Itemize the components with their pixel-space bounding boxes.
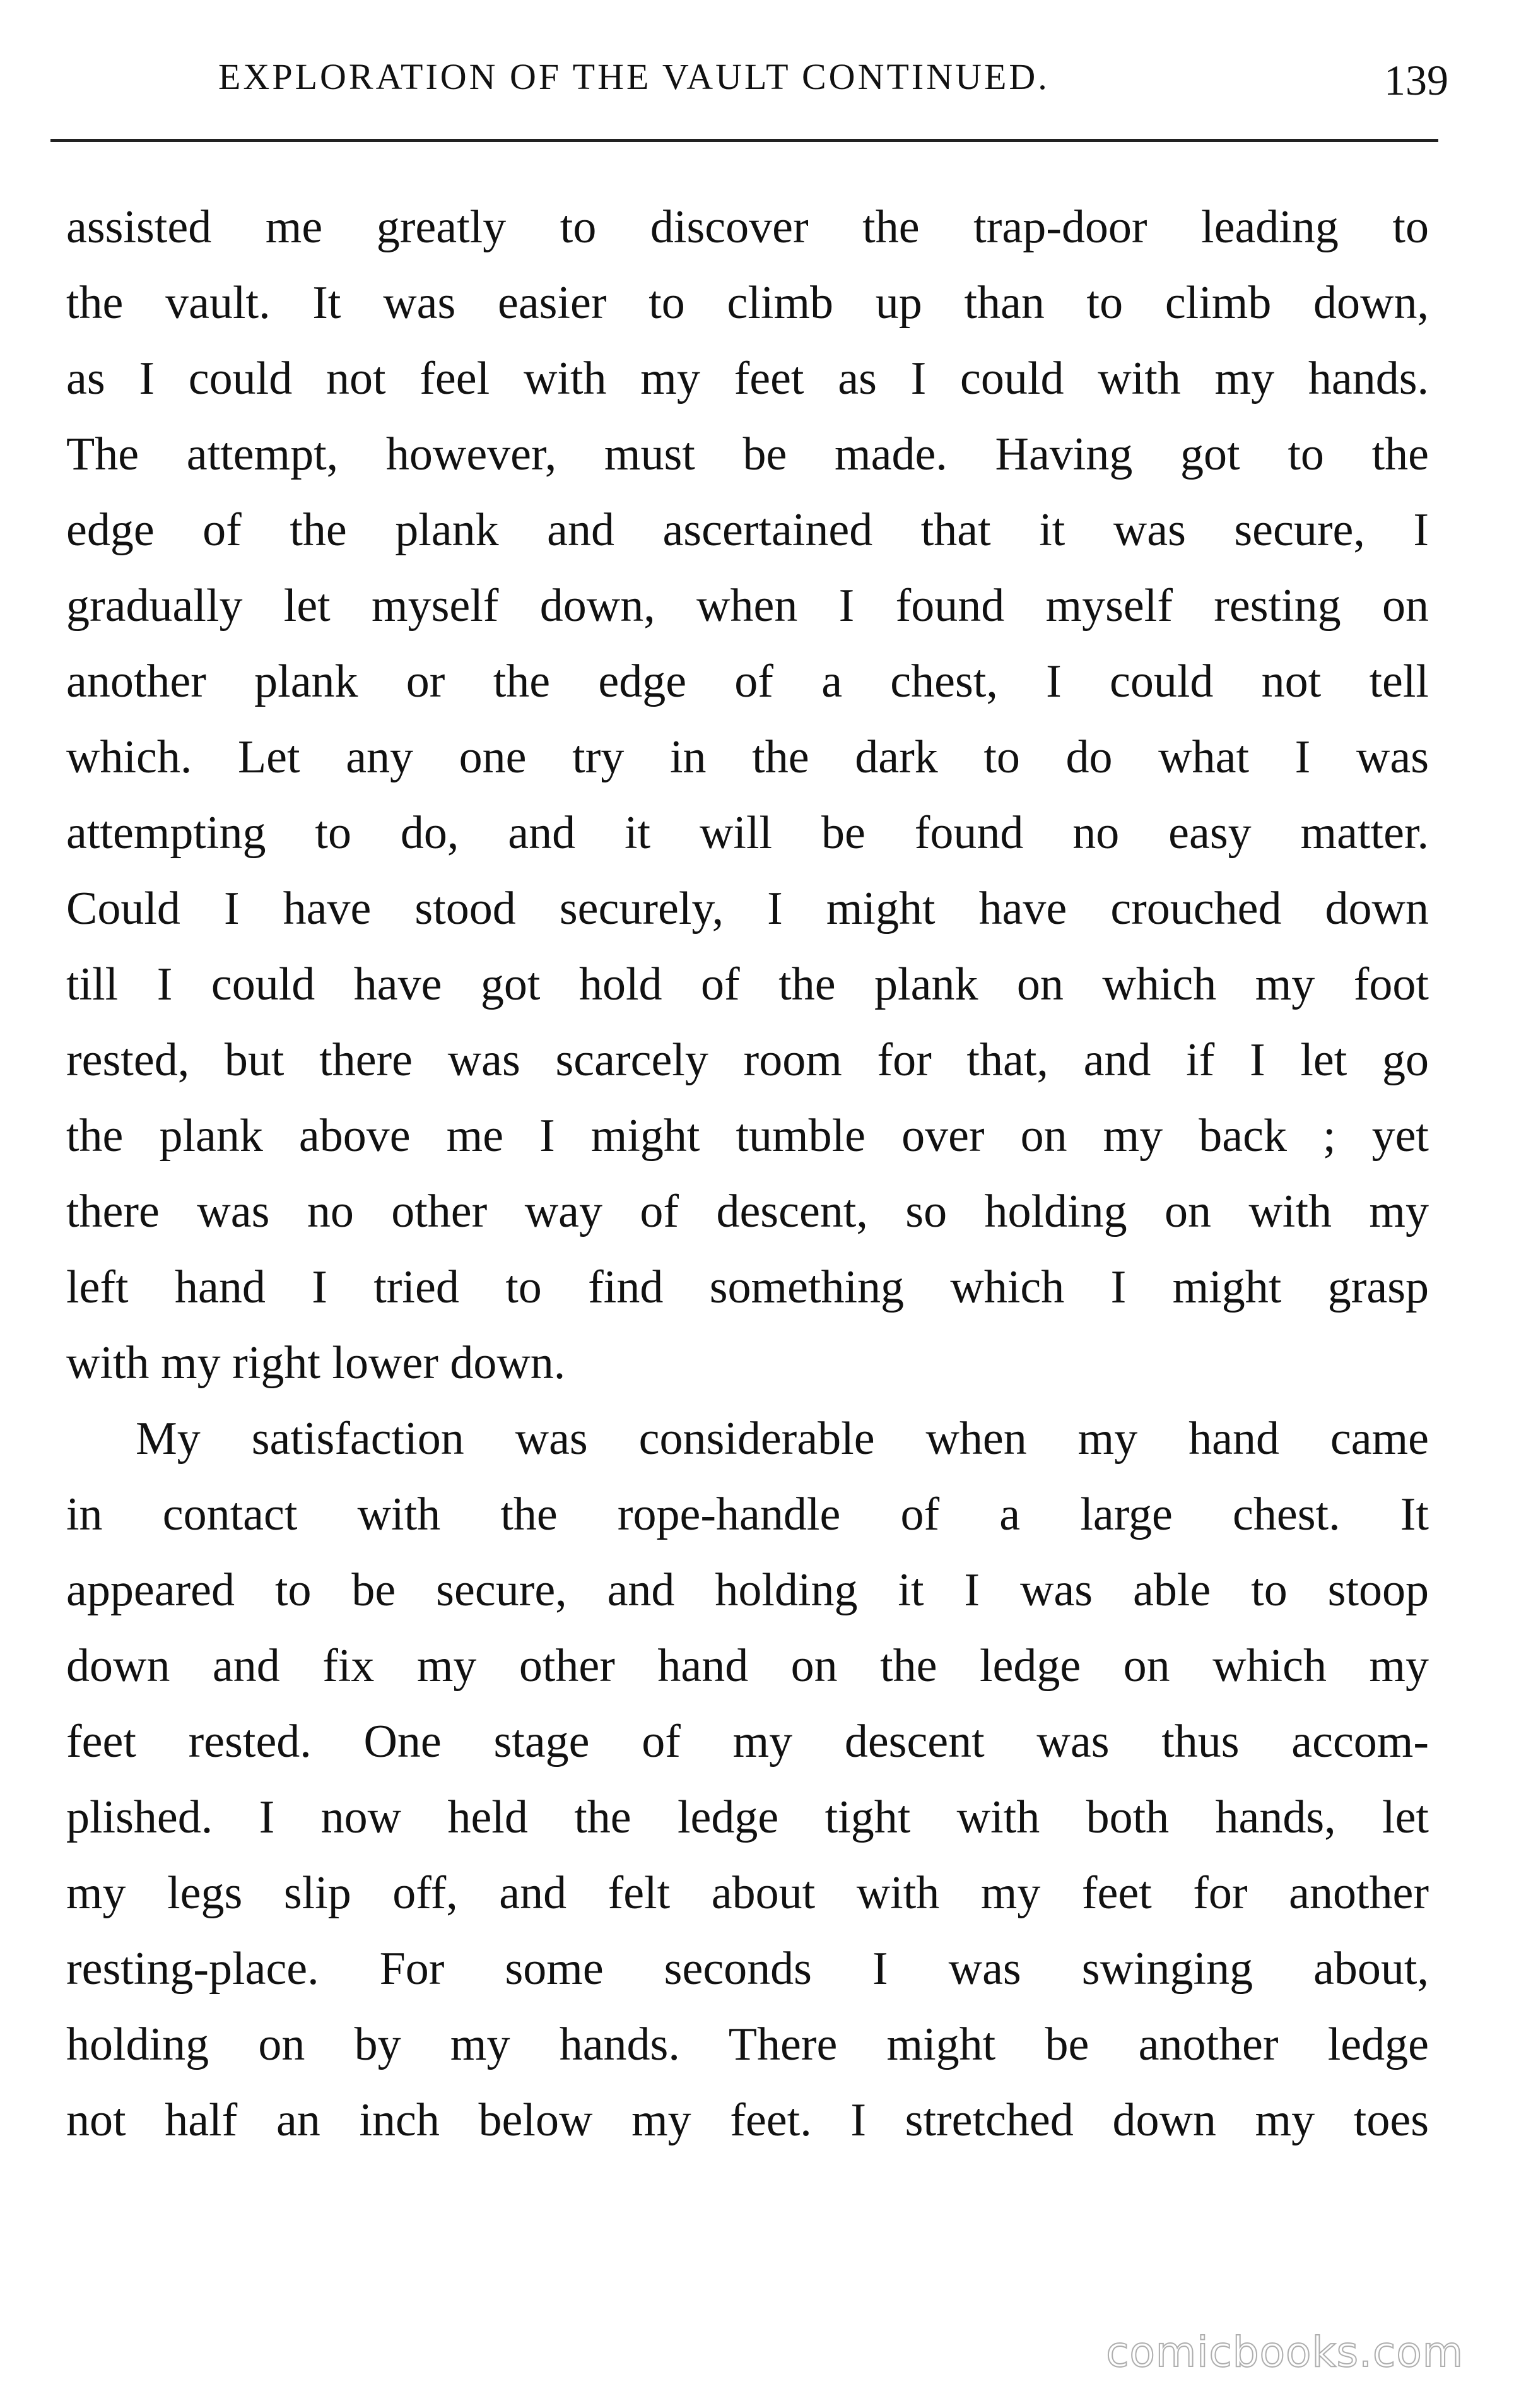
paragraph bbox=[66, 189, 1429, 1401]
text-line: appeared to be secure, and holding it I was able to stoop bbox=[66, 1564, 1429, 1616]
text-line: edge of the plank and ascertained that it was secure, I bbox=[66, 504, 1429, 556]
text-line: the vault. It was easier to climb up than to climb down, bbox=[66, 277, 1429, 329]
text-line: not half an inch below my feet. I stretched down my toes bbox=[66, 2094, 1429, 2146]
text-line: there was no other way of descent, so holding on with my bbox=[66, 1186, 1429, 1237]
page-number: 139 bbox=[1384, 56, 1448, 104]
text-line: gradually let myself down, when I found myself resting on bbox=[66, 580, 1429, 632]
text-line: Could I have stood securely, I might have crouched down bbox=[66, 883, 1429, 935]
text-line: the plank above me I might tumble over on my back ; yet bbox=[66, 1110, 1429, 1162]
text-line: down and fix my other hand on the ledge on which my bbox=[66, 1640, 1429, 1692]
text-line: in contact with the rope-handle of a large chest. It bbox=[66, 1489, 1429, 1540]
text-line: attempting to do, and it will be found no easy matter. bbox=[66, 807, 1429, 859]
text-line: which. Let any one try in the dark to do what I was bbox=[66, 731, 1429, 783]
text-line: feet rested. One stage of my descent was thus accom- bbox=[66, 1716, 1429, 1768]
text-line: resting-place. For some seconds I was swinging about, bbox=[66, 1943, 1429, 1995]
text-line: My satisfaction was considerable when my hand came bbox=[136, 1413, 1429, 1465]
text-line: holding on by my hands. There might be another ledge bbox=[66, 2019, 1429, 2070]
body-text bbox=[66, 189, 1429, 2158]
header-rule bbox=[50, 139, 1438, 142]
paragraph bbox=[66, 1401, 1429, 2158]
text-line: my legs slip off, and felt about with my feet for another bbox=[66, 1867, 1429, 1919]
text-line: left hand I tried to find something which I might grasp bbox=[66, 1261, 1429, 1313]
text-line: plished. I now held the ledge tight with both hands, let bbox=[66, 1791, 1429, 1843]
text-line: till I could have got hold of the plank on which my foot bbox=[66, 959, 1429, 1010]
text-line: another plank or the edge of a chest, I could not tell bbox=[66, 656, 1429, 707]
text-line: rested, but there was scarcely room for that, and if I let go bbox=[66, 1034, 1429, 1086]
watermark: comicbooks.com bbox=[1106, 2328, 1464, 2376]
text-line: with my right lower down. bbox=[66, 1337, 566, 1389]
running-header bbox=[61, 56, 1448, 112]
text-line: as I could not feel with my feet as I could with my hands. bbox=[66, 353, 1429, 404]
running-title: EXPLORATION OF THE VAULT CONTINUED. bbox=[218, 56, 1050, 97]
text-line: assisted me greatly to discover the trap-door leading to bbox=[66, 201, 1429, 253]
text-line: The attempt, however, must be made. Having got to the bbox=[66, 428, 1429, 480]
